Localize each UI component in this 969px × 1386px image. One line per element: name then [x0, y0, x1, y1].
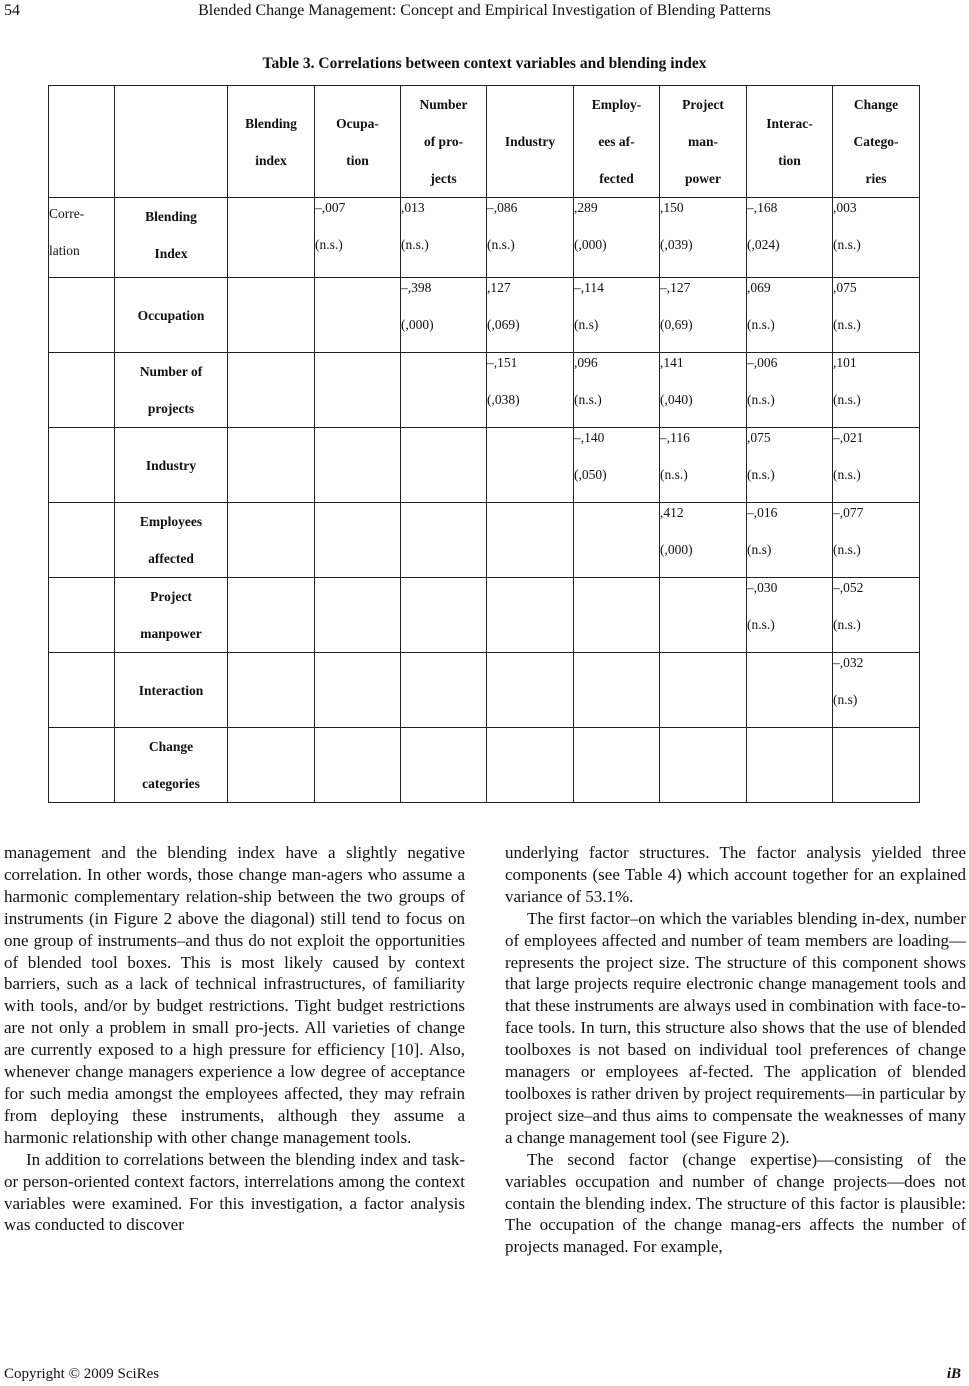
table-cell	[487, 503, 574, 578]
running-header	[0, 0, 969, 22]
table-cell	[747, 653, 833, 728]
significance-value: (n.s.)	[401, 237, 429, 252]
significance-value: (n.s.)	[833, 392, 861, 407]
page-number: 54	[4, 2, 20, 19]
table-cell	[747, 503, 833, 578]
table-header-row	[49, 86, 920, 198]
table-cell	[574, 503, 660, 578]
table-cell	[228, 278, 315, 353]
column-header	[401, 86, 487, 198]
column-header	[487, 86, 574, 198]
table-cell	[574, 578, 660, 653]
table-row	[49, 428, 920, 503]
significance-value: (n.s.)	[747, 392, 775, 407]
column-header-line: Employ-	[591, 97, 642, 112]
table-cell	[401, 578, 487, 653]
column-header-line: ees af-	[598, 134, 635, 149]
correlation-value: ,412	[660, 505, 684, 520]
row-label-line: Number of	[139, 364, 203, 379]
header-cell-empty	[115, 86, 228, 198]
table-cell	[660, 653, 747, 728]
table-cell	[660, 728, 747, 803]
column-header	[747, 86, 833, 198]
table-cell	[833, 578, 920, 653]
table-cell	[228, 728, 315, 803]
correlation-value: ,289	[574, 200, 598, 215]
table-cell	[660, 578, 747, 653]
row-group-cell	[49, 578, 115, 653]
body-paragraph: underlying factor structures. The factor analysis yielded three components (see Table 4) which account together for an explained variance of 53.1%.	[505, 843, 966, 906]
body-column-left	[4, 842, 465, 1236]
column-header-line: jects	[430, 171, 457, 186]
table-cell	[574, 728, 660, 803]
table-row	[49, 653, 920, 728]
row-group-cell	[49, 728, 115, 803]
column-header-line: man-	[688, 134, 718, 149]
correlation-value: ,127	[487, 280, 511, 295]
significance-value: (,038)	[487, 392, 520, 407]
body-paragraph: management and the blending index have a slightly negative correlation. In other words, those change man-agers who assume a harmonic complementary relation-ship between the two groups of instruments (in Figure 2 above the diagonal) still tend to focus on one group of instruments–and thus do not exploit the opportunities of blended tool boxes. This is most likely caused by context barriers, such as a lack of technical infrastructures, of familiarity with tools, and/or by budget restrictions. Tight budget restrictions are not only a problem in small pro-jects. All varieties of change are currently exposed to a high pressure for efficiency [10]. Also, whenever change managers experience a low degree of acceptance for such media amongst the employees affected, they may refrain from deploying these instruments, although they assume a harmonic relationship with other change management tools.	[4, 843, 465, 1147]
row-label-line: Project	[150, 589, 192, 604]
table-row	[49, 503, 920, 578]
row-group-cell	[49, 428, 115, 503]
table-body	[49, 198, 920, 803]
table-cell	[660, 503, 747, 578]
table-cell	[315, 503, 401, 578]
significance-value: (n.s)	[574, 317, 599, 332]
copyright-notice: Copyright © 2009 SciRes	[4, 1366, 160, 1382]
table-cell	[315, 198, 401, 278]
table-cell	[315, 578, 401, 653]
table-cell	[747, 353, 833, 428]
table-cell	[401, 428, 487, 503]
significance-value: (,000)	[660, 542, 693, 557]
journal-abbrev: iB	[946, 1366, 961, 1382]
row-label	[115, 503, 228, 578]
correlation-value: –,006	[747, 355, 778, 370]
column-header-line: Catego-	[853, 134, 899, 149]
table-cell	[401, 653, 487, 728]
row-label	[115, 198, 228, 278]
significance-value: (n.s.)	[747, 467, 775, 482]
row-group-label: Corre-	[49, 206, 85, 221]
significance-value: (n.s.)	[833, 542, 861, 557]
correlation-value: –,168	[747, 200, 778, 215]
correlation-value: ,150	[660, 200, 684, 215]
row-label-line: Blending	[145, 209, 197, 224]
body-paragraph: The first factor–on which the variables blending in-dex, number of employees affected and number of team members are loading—represents the project size. The structure of this component shows that large projects require electronic change management tools and that these instruments are always used in combination with face-to-face tools. In turn, this structure also shows that the use of blended toolboxes is not based on individual tool preferences of change managers or employees af-fected. The application of blended toolboxes is rather driven by project requirements—in particular by project size–and thus aims to compensate the weaknesses of many a change management tool (see Figure 2).	[505, 908, 966, 1147]
row-label-line: Industry	[145, 457, 197, 473]
table-cell	[574, 278, 660, 353]
table-cell	[747, 278, 833, 353]
table-cell	[401, 278, 487, 353]
significance-value: (0,69)	[660, 317, 693, 332]
table-cell	[315, 278, 401, 353]
significance-value: (n.s.)	[833, 467, 861, 482]
column-header	[660, 86, 747, 198]
table-cell	[574, 353, 660, 428]
row-label-line: manpower	[140, 626, 202, 641]
header-cell-empty	[49, 86, 115, 198]
column-header-line: Industry	[504, 134, 556, 149]
significance-value: (n.s.)	[833, 237, 861, 252]
row-group-cell	[49, 653, 115, 728]
table-row	[49, 728, 920, 803]
significance-value: (n.s.)	[747, 317, 775, 332]
table-cell	[228, 578, 315, 653]
column-header	[574, 86, 660, 198]
table-cell	[487, 653, 574, 728]
body-paragraph: In addition to correlations between the blending index and task-or person-oriented context factors, interrelations among the context variables were examined. For this investigation, a factor analysis was conducted to discover	[4, 1149, 465, 1235]
table-cell	[574, 428, 660, 503]
table-row	[49, 353, 920, 428]
correlation-value: ,013	[401, 200, 425, 215]
table-row	[49, 578, 920, 653]
correlation-value: ,075	[833, 280, 857, 295]
row-label-line: Change	[148, 739, 194, 754]
significance-value: (n.s)	[833, 692, 858, 707]
table-cell	[833, 503, 920, 578]
table-cell	[401, 353, 487, 428]
significance-value: (,040)	[660, 392, 693, 407]
column-header-line: tion	[778, 152, 801, 168]
table-cell	[228, 503, 315, 578]
row-group-cell	[49, 278, 115, 353]
correlation-value: –,086	[487, 200, 518, 215]
table-cell	[487, 578, 574, 653]
column-header-line: fected	[599, 171, 634, 186]
correlation-value: –,007	[315, 200, 346, 215]
row-label-line: affected	[148, 551, 194, 566]
table-row	[49, 278, 920, 353]
correlation-value: –,116	[660, 430, 690, 445]
table-cell	[487, 353, 574, 428]
column-header-line: power	[685, 171, 721, 186]
column-header	[228, 86, 315, 198]
table-caption: Table 3. Correlations between context variables and blending index	[262, 55, 707, 72]
table-cell	[228, 428, 315, 503]
body-column-right	[505, 842, 966, 1258]
column-header-line: Blending	[245, 115, 297, 131]
row-group-cell	[49, 353, 115, 428]
correlation-value: ,069	[747, 280, 771, 295]
table-row	[49, 198, 920, 278]
table-cell	[660, 198, 747, 278]
table-cell	[747, 198, 833, 278]
row-label	[115, 278, 228, 353]
table-cell	[315, 728, 401, 803]
correlation-value: ,096	[574, 355, 598, 370]
significance-value: (n.s.)	[833, 317, 861, 332]
column-header-line: ries	[865, 171, 887, 186]
correlation-value: –,052	[833, 580, 864, 595]
significance-value: (,000)	[401, 317, 434, 332]
table-cell	[487, 428, 574, 503]
significance-value: (,050)	[574, 467, 607, 482]
row-label	[115, 653, 228, 728]
row-label	[115, 728, 228, 803]
significance-value: (,069)	[487, 317, 520, 332]
table-cell	[833, 428, 920, 503]
significance-value: (n.s.)	[487, 237, 515, 252]
correlation-value: –,127	[660, 280, 691, 295]
correlation-value: ,141	[660, 355, 684, 370]
body-paragraph: The second factor (change expertise)—consisting of the variables occupation and number of change projects—does not contain the blending index. The structure of this factor is plausible: The occupation of the change manag-ers affects the number of projects managed. For example,	[505, 1149, 966, 1257]
significance-value: (n.s.)	[833, 617, 861, 632]
correlation-value: –,016	[747, 505, 778, 520]
column-header-line: Interac-	[766, 115, 813, 131]
row-label	[115, 353, 228, 428]
column-header	[833, 86, 920, 198]
table-cell	[315, 353, 401, 428]
column-header-line: Number	[419, 97, 468, 112]
significance-value: (,039)	[660, 237, 693, 252]
table-cell	[660, 353, 747, 428]
row-label	[115, 578, 228, 653]
column-header-line: of pro-	[423, 134, 464, 149]
row-label-line: Interaction	[138, 682, 204, 698]
column-header-line: Change	[853, 97, 899, 112]
row-group-cell	[49, 503, 115, 578]
column-header-line: tion	[346, 152, 369, 168]
table-cell	[660, 428, 747, 503]
table-cell	[228, 653, 315, 728]
column-header-line: Project	[682, 97, 724, 112]
table-cell	[574, 653, 660, 728]
significance-value: (n.s.)	[574, 392, 602, 407]
correlation-value: –,140	[574, 430, 605, 445]
row-group-label: lation	[49, 243, 80, 258]
table-cell	[833, 653, 920, 728]
table-cell	[401, 728, 487, 803]
table-cell	[487, 278, 574, 353]
column-header-line: Ocupa-	[336, 115, 379, 131]
table-cell	[660, 278, 747, 353]
running-title: Blended Change Management: Concept and Empirical Investigation of Blending Patterns	[198, 2, 771, 19]
row-label-line: Employees	[139, 514, 203, 529]
column-header-line: index	[255, 152, 287, 168]
table-cell	[315, 428, 401, 503]
table-cell	[833, 198, 920, 278]
significance-value: (n.s.)	[315, 237, 343, 252]
table-cell	[833, 728, 920, 803]
table-cell	[833, 353, 920, 428]
significance-value: (n.s.)	[660, 467, 688, 482]
table-cell	[487, 728, 574, 803]
row-label	[115, 428, 228, 503]
row-label-line: Occupation	[137, 307, 205, 323]
correlation-value: ,003	[833, 200, 857, 215]
table-cell	[315, 653, 401, 728]
significance-value: (,024)	[747, 237, 780, 252]
correlation-value: –,030	[747, 580, 778, 595]
row-label-line: categories	[142, 776, 200, 791]
table-cell	[747, 728, 833, 803]
table-cell	[228, 198, 315, 278]
table-cell	[401, 198, 487, 278]
table-cell	[228, 353, 315, 428]
table-cell	[487, 198, 574, 278]
correlation-value: –,398	[401, 280, 432, 295]
correlation-value: ,075	[747, 430, 771, 445]
correlation-value: –,032	[833, 655, 864, 670]
significance-value: (,000)	[574, 237, 607, 252]
significance-value: (n.s)	[747, 542, 772, 557]
column-header	[315, 86, 401, 198]
correlation-value: –,077	[833, 505, 864, 520]
row-label-line: Index	[154, 246, 188, 261]
table-cell	[747, 428, 833, 503]
correlation-value: –,021	[833, 430, 864, 445]
row-group-cell	[49, 198, 115, 278]
correlation-value: –,151	[487, 355, 518, 370]
significance-value: (n.s.)	[747, 617, 775, 632]
table-cell	[833, 278, 920, 353]
table-cell	[574, 198, 660, 278]
correlation-value: –,114	[574, 280, 604, 295]
table-cell	[401, 503, 487, 578]
row-label-line: projects	[147, 401, 195, 416]
correlation-value: ,101	[833, 355, 857, 370]
correlation-table	[48, 85, 920, 803]
table-cell	[747, 578, 833, 653]
